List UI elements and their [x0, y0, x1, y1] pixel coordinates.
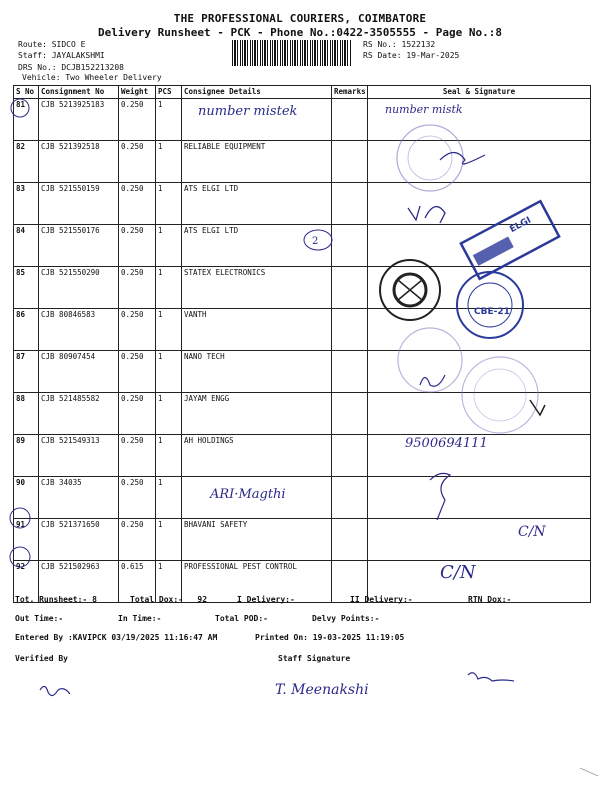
row-remarks: [332, 435, 368, 477]
table-row: [14, 351, 591, 393]
row-consignment-no: CJB 80846583: [39, 309, 119, 351]
stamp-elgi-text: ELGI: [508, 215, 533, 236]
runsheet-title: Delivery Runsheet - PCK - Phone No.:0422-3505555 - Page No.:8: [98, 26, 502, 39]
row-consignment-no: CJB 521485582: [39, 393, 119, 435]
company-name: THE PROFESSIONAL COURIERS, COIMBATORE: [173, 12, 427, 25]
handwriting-r89-phone: 9500694111: [405, 436, 488, 451]
table-row: [14, 225, 591, 267]
right-signature: [468, 673, 514, 681]
row-pcs: 1: [156, 435, 182, 477]
row-consignment-no: CJB 521392518: [39, 141, 119, 183]
col-sno: S No: [14, 86, 39, 99]
row-pcs: 1: [156, 477, 182, 519]
rs-no-label: RS No.: 1522132: [363, 40, 436, 49]
runsheet-table: [13, 85, 591, 603]
row-remarks: [332, 99, 368, 141]
delvy-points: Delvy Points:-: [312, 614, 380, 623]
row-remarks: [332, 141, 368, 183]
row-sno: 90: [14, 477, 39, 519]
row-sno: 82: [14, 141, 39, 183]
route-label: Route: SIDCO E: [18, 40, 86, 49]
row-sno: 86: [14, 309, 39, 351]
svg-text:2: 2: [312, 236, 319, 247]
col-pcs: PCS: [156, 86, 182, 99]
row-sno: 91: [14, 519, 39, 561]
row-sno: 89: [14, 435, 39, 477]
row-weight: 0.250: [119, 141, 156, 183]
col-seal-signature: Seal & Signature: [368, 86, 591, 99]
row-pcs: 1: [156, 351, 182, 393]
row-consignee: ATS ELGI LTD: [182, 225, 332, 267]
row-consignment-no: CJB 80907454: [39, 351, 119, 393]
table-row: [14, 477, 591, 519]
row-weight: 0.250: [119, 393, 156, 435]
row-remarks: [332, 519, 368, 561]
col-consignment: Consignment No: [39, 86, 119, 99]
row-consignment-no: CJB 521550290: [39, 267, 119, 309]
row-seal-signature: [368, 183, 591, 225]
row-consignment-no: CJB 5213925183: [39, 99, 119, 141]
total-pod: Total POD:-: [215, 614, 268, 623]
row-seal-signature: [368, 351, 591, 393]
rs-date-label: RS Date: 19-Mar-2025: [363, 51, 460, 60]
row-sno: 84: [14, 225, 39, 267]
row-sno: 88: [14, 393, 39, 435]
row-remarks: [332, 225, 368, 267]
row-seal-signature: [368, 309, 591, 351]
row-seal-signature: [368, 393, 591, 435]
table-row: [14, 435, 591, 477]
table-row: [14, 141, 591, 183]
row-weight: 0.250: [119, 351, 156, 393]
row-sno: 85: [14, 267, 39, 309]
verified-by-label: Verified By: [15, 654, 68, 663]
entered-by: Entered By :KAVIPCK 03/19/2025 11:16:47 AM: [15, 633, 218, 642]
row-consignee: ATS ELGI LTD: [182, 183, 332, 225]
row-remarks: [332, 267, 368, 309]
table-body: [14, 99, 591, 603]
table-row: [14, 393, 591, 435]
row-pcs: 1: [156, 99, 182, 141]
handwriting-r81-seal: number mistk: [385, 103, 463, 116]
row-weight: 0.250: [119, 225, 156, 267]
staff-signature-label: Staff Signature: [278, 654, 351, 663]
rtn-dox: RTN Dox:-: [468, 595, 512, 604]
row-weight: 0.250: [119, 309, 156, 351]
row-consignment-no: CJB 521549313: [39, 435, 119, 477]
row-remarks: [332, 393, 368, 435]
row-weight: 0.615: [119, 561, 156, 603]
in-time: In Time:-: [118, 614, 162, 623]
row-consignee: JAYAM ENGG: [182, 393, 332, 435]
row-remarks: [332, 309, 368, 351]
col-consignee: Consignee Details: [182, 86, 332, 99]
handwriting-staff-signature: T. Meenakshi: [275, 682, 369, 698]
row-consignee: STATEX ELECTRONICS: [182, 267, 332, 309]
out-time: Out Time:-: [15, 614, 64, 623]
row-sno: 87: [14, 351, 39, 393]
drs-label: DRS No.: DCJB152213208: [18, 63, 124, 72]
col-weight: Weight: [119, 86, 156, 99]
row-pcs: 1: [156, 393, 182, 435]
row-seal-signature: [368, 225, 591, 267]
row-consignee: VANTH: [182, 309, 332, 351]
stamp-cbe-text: CBE-21: [474, 307, 510, 317]
row-pcs: 1: [156, 267, 182, 309]
row-consignment-no: CJB 521550159: [39, 183, 119, 225]
row-seal-signature: [368, 267, 591, 309]
row-consignment-no: CJB 521502963: [39, 561, 119, 603]
barcode-image: [232, 40, 352, 66]
row-pcs: 1: [156, 309, 182, 351]
total-dox: Total Dox:- 92: [130, 595, 208, 604]
row-consignee: BHAVANI SAFETY: [182, 519, 332, 561]
row-consignment-no: CJB 521550176: [39, 225, 119, 267]
row-consignment-no: CJB 521371650: [39, 519, 119, 561]
row-consignee: RELIABLE EQUIPMENT: [182, 141, 332, 183]
row-consignee: NANO TECH: [182, 351, 332, 393]
row-pcs: 1: [156, 183, 182, 225]
table-row: [14, 183, 591, 225]
row-weight: 0.250: [119, 477, 156, 519]
ii-delivery: II Delivery:-: [350, 595, 413, 604]
row-remarks: [332, 477, 368, 519]
row-weight: 0.250: [119, 183, 156, 225]
staff-label: Staff: JAYALAKSHMI: [18, 51, 105, 60]
table-header-row: [14, 86, 591, 99]
row-weight: 0.250: [119, 267, 156, 309]
vehicle-label: Vehicle: Two Wheeler Delivery: [22, 73, 162, 82]
col-remarks: Remarks: [332, 86, 368, 99]
table-row: [14, 99, 591, 141]
handwriting-r92-seal: C/N: [440, 562, 476, 583]
row-pcs: 1: [156, 519, 182, 561]
row-sno: 81: [14, 99, 39, 141]
row-weight: 0.250: [119, 99, 156, 141]
table-row: [14, 309, 591, 351]
row-seal-signature: [368, 477, 591, 519]
row-remarks: [332, 183, 368, 225]
printed-on: Printed On: 19-03-2025 11:19:05: [255, 633, 405, 642]
tot-runsheet: Tot. Runsheet:- 8: [15, 595, 97, 604]
handwriting-r91-seal: C/N: [518, 524, 546, 540]
row-pcs: 1: [156, 141, 182, 183]
row-pcs: 1: [156, 225, 182, 267]
row-sno: 83: [14, 183, 39, 225]
handwriting-r90-consignee: ARI·Magthi: [210, 487, 286, 502]
table-row: [14, 519, 591, 561]
row-consignee: PROFESSIONAL PEST CONTROL: [182, 561, 332, 603]
i-delivery: I Delivery:-: [237, 595, 295, 604]
verified-by-signature: [40, 686, 70, 695]
row-remarks: [332, 351, 368, 393]
row-seal-signature: [368, 519, 591, 561]
row-seal-signature: [368, 141, 591, 183]
row-sno: 92: [14, 561, 39, 603]
row-consignment-no: CJB 34035: [39, 477, 119, 519]
row-weight: 0.250: [119, 435, 156, 477]
row-pcs: 1: [156, 561, 182, 603]
row-consignee: AH HOLDINGS: [182, 435, 332, 477]
handwriting-r81-consignee: number mistek: [198, 104, 298, 119]
table-row: [14, 267, 591, 309]
row-weight: 0.250: [119, 519, 156, 561]
